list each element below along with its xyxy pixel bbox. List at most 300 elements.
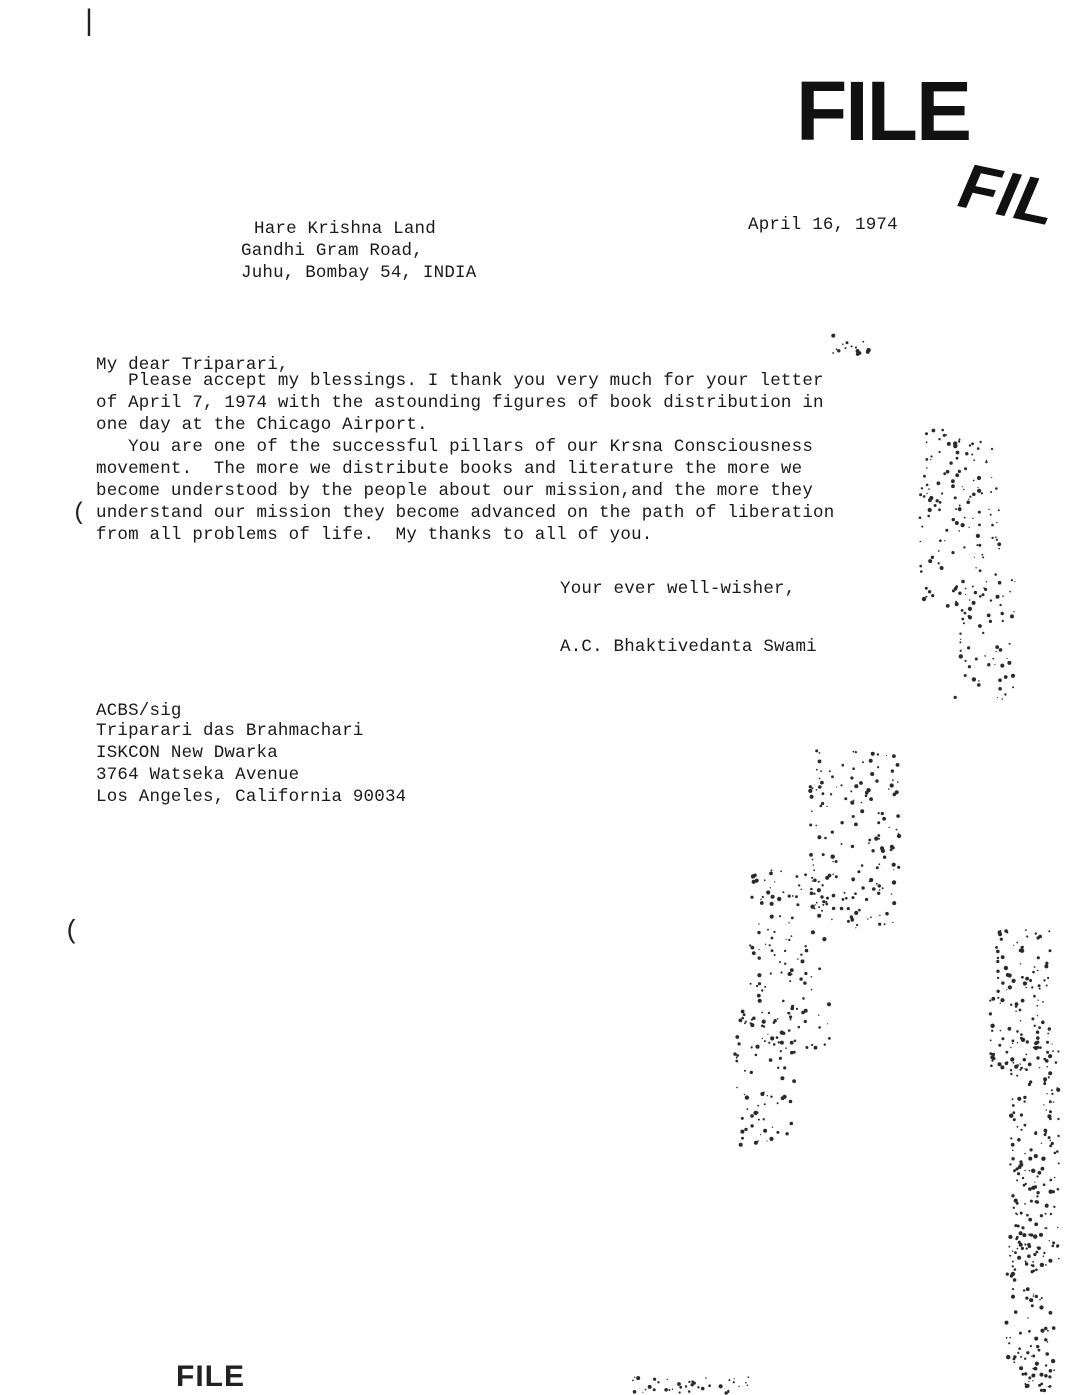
speckle (954, 496, 957, 499)
speckle (1004, 675, 1008, 679)
speckle (1045, 1213, 1047, 1215)
speckle (1040, 1263, 1044, 1267)
speckle (965, 588, 967, 590)
speckle (959, 654, 963, 658)
speckle (832, 907, 835, 910)
speckle (809, 824, 812, 827)
speckle (691, 1383, 694, 1386)
speckle (926, 484, 929, 487)
speckle (756, 1111, 759, 1114)
speckle (946, 604, 950, 608)
speckle (1044, 1327, 1047, 1330)
speckle (820, 770, 822, 772)
speckle (955, 473, 959, 477)
speckle (653, 1378, 656, 1381)
speckle (925, 587, 928, 590)
speckle (865, 795, 868, 798)
speckle (939, 451, 941, 453)
speckle (958, 440, 960, 442)
speckle (822, 792, 825, 795)
speckle (1049, 1311, 1053, 1315)
speckle (890, 848, 893, 851)
speckle (925, 432, 928, 435)
speckle (1028, 1187, 1032, 1191)
speckle (1018, 1347, 1021, 1350)
speckle (1030, 1200, 1033, 1203)
speckle (879, 889, 881, 891)
speckle (822, 904, 824, 906)
speckle (1008, 1246, 1010, 1248)
speckle (1019, 949, 1023, 953)
speckle (878, 884, 881, 887)
speckle (831, 334, 835, 338)
speckle (1024, 1170, 1025, 1171)
speckle (972, 677, 976, 681)
speckle (925, 596, 927, 598)
speckle (1011, 1157, 1014, 1160)
speckle (982, 632, 984, 634)
speckle (1013, 1361, 1015, 1363)
speckle (802, 997, 805, 1000)
speckle (767, 1034, 768, 1035)
speckle (997, 697, 998, 698)
speckle (1051, 1359, 1055, 1363)
speckle (897, 781, 899, 783)
speckle (810, 905, 814, 909)
speckle (840, 907, 844, 911)
speckle (969, 444, 971, 446)
speckle (728, 1391, 730, 1393)
speckle (919, 493, 922, 496)
speckle (1028, 1157, 1032, 1161)
speckle (827, 1023, 828, 1024)
speckle (866, 348, 870, 352)
speckle (1045, 1364, 1047, 1366)
speckle (961, 609, 964, 612)
speckle (946, 470, 950, 474)
speckle (965, 594, 966, 595)
speckle (1010, 614, 1014, 618)
speckle (1016, 1179, 1018, 1181)
speckle (810, 795, 814, 799)
speckle (824, 837, 827, 840)
speckle (868, 839, 871, 842)
speckle (1044, 1080, 1046, 1082)
recipient-line: Triparari das Brahmachari (96, 721, 364, 741)
speckle (947, 442, 951, 446)
speckle (1008, 1027, 1012, 1031)
speckle (954, 696, 957, 699)
speckle (831, 831, 834, 834)
speckle (982, 554, 984, 556)
speckle (821, 910, 823, 912)
speckle (997, 977, 999, 979)
speckle (1006, 1273, 1009, 1276)
speckle (1017, 1256, 1021, 1260)
speckle (796, 875, 799, 878)
speckle (825, 901, 827, 903)
speckle (779, 961, 781, 963)
speckle (997, 542, 1001, 546)
speckle (1049, 949, 1052, 952)
speckle (804, 972, 807, 975)
speckle (788, 922, 789, 923)
speckle (831, 919, 833, 921)
speckle (1020, 1356, 1022, 1358)
speckle (1012, 1251, 1013, 1252)
speckle (1037, 1175, 1039, 1177)
speckle (1045, 1204, 1049, 1208)
speckle (725, 1391, 728, 1394)
speckle (790, 1122, 794, 1126)
speckle (825, 903, 828, 906)
speckle (1012, 1040, 1015, 1043)
recipient-line: Los Angeles, California 90034 (96, 787, 407, 807)
speckle (828, 874, 832, 878)
speckle (1048, 1076, 1050, 1078)
speckle (992, 998, 994, 1000)
speckle (998, 1044, 1001, 1047)
speckle (922, 597, 926, 601)
speckle (1039, 1299, 1041, 1301)
speckle (1037, 970, 1039, 972)
speckle (885, 912, 889, 916)
speckle (1041, 1157, 1045, 1161)
speckle (745, 1021, 747, 1023)
speckle (969, 496, 971, 498)
speckle (1015, 1212, 1017, 1214)
speckle (774, 881, 775, 882)
speckle (1026, 1384, 1030, 1388)
speckle (784, 963, 786, 965)
speckle (892, 922, 893, 923)
speckle (891, 893, 892, 894)
speckle (817, 888, 821, 892)
speckle (979, 569, 982, 572)
speckle (996, 651, 997, 652)
speckle (840, 821, 843, 824)
speckle (850, 915, 853, 918)
speckle (745, 1095, 749, 1099)
speckle (1008, 985, 1012, 989)
speckle (878, 863, 880, 865)
speckle (1000, 998, 1004, 1002)
speckle (1025, 1297, 1028, 1300)
speckle (835, 875, 838, 878)
speckle (862, 761, 864, 763)
speckle (851, 345, 853, 347)
speckle (856, 924, 858, 926)
speckle (1017, 1225, 1020, 1228)
speckle (1056, 1244, 1059, 1247)
speckle (998, 687, 1002, 691)
speckle (964, 467, 967, 470)
speckle (978, 680, 980, 682)
speckle (1015, 1002, 1019, 1006)
speckle (782, 891, 784, 893)
speckle (1045, 1227, 1047, 1229)
speckle (963, 489, 965, 491)
speckle (810, 888, 813, 891)
speckle (1041, 1143, 1042, 1144)
speckle (764, 1103, 766, 1105)
speckle (774, 954, 776, 956)
speckle (1000, 1030, 1002, 1032)
speckle (780, 1050, 782, 1052)
speckle (960, 650, 962, 652)
speckle (850, 801, 854, 805)
speckle (1048, 1259, 1052, 1263)
speckle (896, 814, 900, 818)
speckle (1013, 1355, 1016, 1358)
speckle (1009, 643, 1011, 645)
speckle (977, 489, 981, 493)
speckle (744, 1094, 745, 1095)
speckle (1025, 977, 1029, 981)
speckle (1012, 1150, 1014, 1152)
speckle (1028, 1330, 1031, 1333)
speckle (939, 539, 942, 542)
speckle (796, 1008, 798, 1010)
speckle (989, 1000, 991, 1002)
speckle (1038, 1349, 1041, 1352)
speckle (877, 892, 880, 895)
speckle (1049, 1369, 1053, 1373)
speckle (1045, 1352, 1049, 1356)
speckle (1037, 956, 1040, 959)
speckle (853, 800, 854, 801)
speckle (1009, 1337, 1011, 1339)
speckle (1033, 1295, 1035, 1297)
speckle (928, 559, 932, 563)
speckle (1045, 1264, 1047, 1266)
speckle (774, 1019, 777, 1022)
speckle (781, 1096, 785, 1100)
speckle (956, 457, 959, 460)
speckle (1011, 1295, 1015, 1299)
speckle (992, 1057, 995, 1060)
speckle (1022, 946, 1024, 948)
speckle (854, 892, 857, 895)
speckle (1001, 612, 1004, 615)
speckle (955, 601, 957, 603)
speckle (780, 971, 782, 973)
speckle (1019, 1009, 1022, 1012)
body-line: movement. The more we distribute books and literature the more we (96, 459, 803, 479)
speckle (1020, 1113, 1023, 1116)
speckle (770, 972, 772, 974)
speckle (939, 501, 942, 504)
speckle (982, 556, 984, 558)
speckle (1013, 611, 1014, 612)
speckle (1054, 1152, 1057, 1155)
speckle (761, 1012, 763, 1014)
speckle (634, 1377, 635, 1378)
speckle (990, 514, 992, 516)
speckle (892, 863, 896, 867)
speckle (1048, 1071, 1052, 1075)
speckle (1005, 1062, 1009, 1066)
speckle (739, 1019, 743, 1023)
speckle (1006, 1355, 1010, 1359)
speckle (744, 1128, 747, 1131)
speckle (1006, 1337, 1008, 1339)
speckle (1031, 1264, 1033, 1266)
speckle (958, 508, 961, 511)
speckle (789, 1015, 792, 1018)
speckle (805, 945, 807, 947)
speckle (1028, 1381, 1029, 1382)
speckle (770, 887, 771, 888)
address-line: Gandhi Gram Road, (241, 241, 423, 261)
speckle (691, 1380, 694, 1383)
speckle (1036, 936, 1039, 939)
speckle (688, 1390, 691, 1393)
speckle (949, 461, 952, 464)
speckle (769, 1137, 773, 1141)
speckle (896, 763, 900, 767)
speckle (785, 1047, 787, 1049)
speckle (1011, 1143, 1015, 1147)
speckle (989, 1052, 992, 1055)
speckle (1030, 1345, 1032, 1347)
speckle (995, 946, 998, 949)
speckle (835, 860, 838, 863)
speckle (786, 939, 787, 940)
speckle (1001, 1037, 1004, 1040)
speckle (667, 1379, 668, 1380)
speckle (1026, 1040, 1029, 1043)
speckle (1049, 1190, 1053, 1194)
speckle (804, 1020, 807, 1023)
speckle (751, 946, 755, 950)
speckle (994, 664, 995, 665)
speckle (999, 648, 1003, 652)
speckle (633, 1390, 637, 1394)
speckle (1036, 1031, 1039, 1034)
speckle (811, 989, 813, 991)
speckle (837, 349, 840, 352)
speckle (697, 1386, 699, 1388)
speckle (1012, 1111, 1015, 1114)
speckle (958, 592, 961, 595)
speckle (1052, 1043, 1053, 1044)
speckle (1036, 1195, 1038, 1197)
speckle (1017, 1352, 1019, 1354)
speckle (1049, 1385, 1052, 1388)
speckle (1012, 1104, 1015, 1107)
speckle (1039, 1233, 1043, 1237)
speckle (869, 881, 871, 883)
speckle (813, 864, 815, 866)
speckle (820, 895, 823, 898)
speckle (809, 785, 812, 788)
speckle (995, 536, 997, 538)
speckle (1031, 1017, 1034, 1020)
speckle (934, 504, 937, 507)
speckle (991, 477, 992, 478)
speckle (770, 915, 774, 919)
speckle (642, 1392, 643, 1393)
speckle (1051, 1089, 1053, 1091)
speckle (767, 1095, 768, 1096)
speckle (1040, 1383, 1043, 1386)
speckle (1012, 686, 1014, 688)
speckle (1036, 1191, 1039, 1194)
speckle (1055, 1061, 1058, 1064)
speckle (813, 893, 815, 895)
speckle (1015, 1010, 1017, 1012)
speckle (851, 920, 853, 922)
speckle (991, 448, 993, 450)
speckle (1014, 581, 1015, 582)
body-line: of April 7, 1974 with the astounding figures of book distribution in (96, 393, 824, 413)
speckle (995, 645, 999, 649)
speckle (1023, 1058, 1026, 1061)
speckle (861, 802, 863, 804)
speckle (811, 930, 815, 934)
speckle (816, 902, 818, 904)
speckle (1024, 1243, 1026, 1245)
speckle (733, 1381, 735, 1383)
speckle (756, 985, 758, 987)
speckle (1057, 1118, 1059, 1120)
speckle (812, 880, 813, 881)
speckle (877, 753, 879, 755)
speckle (820, 781, 824, 785)
speckle (818, 906, 820, 908)
speckle (988, 509, 989, 510)
speckle (1000, 930, 1001, 931)
speckle (959, 633, 961, 635)
speckle (937, 500, 938, 501)
speckle (752, 1017, 755, 1020)
speckle (1056, 1088, 1060, 1092)
speckle (997, 957, 999, 959)
speckle (998, 509, 1000, 511)
speckle (982, 593, 985, 596)
speckle (810, 892, 814, 896)
speckle (1043, 1389, 1046, 1392)
speckle (978, 544, 981, 547)
speckle (1035, 1131, 1037, 1133)
speckle (930, 455, 932, 457)
speckle (978, 524, 981, 527)
speckle (1038, 1026, 1041, 1029)
speckle (1013, 1118, 1016, 1121)
speckle (998, 1062, 1002, 1066)
speckle (735, 1060, 738, 1063)
speckle (1004, 693, 1006, 695)
speckle (1026, 935, 1028, 937)
speckle (820, 805, 823, 808)
speckle (788, 1029, 791, 1032)
speckle (789, 1100, 793, 1104)
speckle (653, 1388, 656, 1391)
speckle (972, 601, 976, 605)
speckle (736, 1087, 738, 1089)
speckle (672, 1389, 673, 1390)
speckle (778, 1041, 780, 1043)
speckle (1047, 1341, 1049, 1343)
speckle (648, 1385, 652, 1389)
speckle (892, 754, 896, 758)
speckle (1033, 1234, 1037, 1238)
speckle (962, 486, 963, 487)
speckle (892, 901, 896, 905)
speckle (1026, 1287, 1030, 1291)
speckle (831, 855, 835, 859)
